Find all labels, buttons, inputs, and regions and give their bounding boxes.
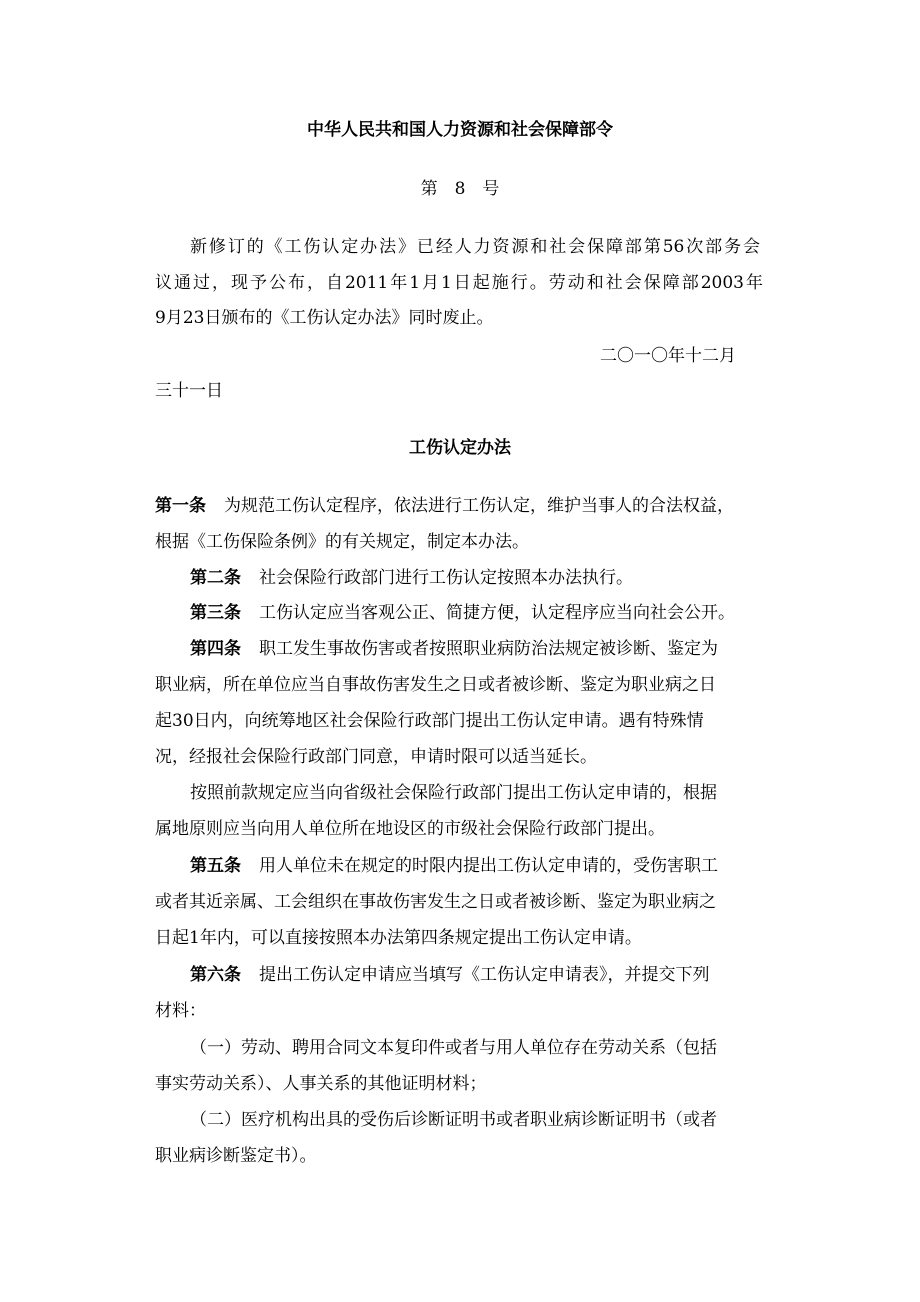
promulgation-line-1: 新修订的《工伤认定办法》已经人力资源和社会保障部第56次部务会 [190,237,760,257]
article-4-label: 第四条 [190,639,241,659]
article-4-paragraph-2-line-2: 属地原则应当向用人单位所在地设区的市级社会保险行政部门提出。 [155,819,665,839]
promulgation-line-3: 9月23日颁布的《工伤认定办法》同时废止。 [155,308,494,328]
promulgation-date-line-2: 三十一日 [155,381,223,401]
article-1-line-2: 根据《工伤保险条例》的有关规定，制定本办法。 [155,532,529,552]
article-2-text: 社会保险行政部门进行工伤认定按照本办法执行。 [259,568,633,588]
order-number: 第 8 号 [420,179,500,199]
article-1-text-1: 为规范工伤认定程序，依法进行工伤认定，维护当事人的合法权益， [224,496,734,516]
article-6-line-1 [190,964,710,986]
article-4-paragraph-2-line-1: 按照前款规定应当向省级社会保险行政部门提出工伤认定申请的，根据 [190,783,717,803]
promulgation-date-line-1: 二〇一〇年十二月 [600,346,736,366]
list-item-1-line-2: 事实劳动关系）、人事关系的其他证明材料； [155,1074,487,1094]
article-1-line-1 [155,495,734,517]
article-5-line-2: 或者其近亲属、工会组织在事故伤害发生之日或者被诊断、鉴定为职业病之 [155,892,716,912]
article-4-line-3: 起30日内，向统筹地区社会保险行政部门提出工伤认定申请。遇有特殊情 [155,711,704,731]
list-item-2-line-1: （二）医疗机构出具的受伤后诊断证明书或者职业病诊断证明书（或者 [190,1110,717,1130]
article-1-label: 第一条 [155,496,206,516]
regulation-title: 工伤认定办法 [409,438,511,458]
article-2-label: 第二条 [190,568,241,588]
list-item-1-line-1: （一）劳动、聘用合同文本复印件或者与用人单位存在劳动关系（包括 [190,1038,717,1058]
article-3-text: 工伤认定应当客观公正、简捷方便，认定程序应当向社会公开。 [259,603,735,623]
article-3-label: 第三条 [190,603,241,623]
article-4-line-2: 职业病，所在单位应当自事故伤害发生之日或者被诊断、鉴定为职业病之日 [155,675,716,695]
article-5-line-3: 日起1年内，可以直接按照本办法第四条规定提出工伤认定申请。 [155,928,642,948]
article-6-text-1: 提出工伤认定申请应当填写《工伤认定申请表》，并提交下列 [259,965,710,985]
article-4-text-1: 职工发生事故伤害或者按照职业病防治法规定被诊断、鉴定为 [259,639,718,659]
article-4-line-4: 况，经报社会保险行政部门同意，申请时限可以适当延长。 [155,747,597,767]
article-4-line-1 [190,638,718,660]
article-5-line-1 [190,855,718,877]
article-2 [190,567,633,589]
article-3 [190,602,735,624]
promulgation-line-2: 议通过，现予公布，自2011年1月1日起施行。劳动和社会保障部2003年 [155,273,763,293]
article-5-label: 第五条 [190,856,241,876]
ministry-order-title: 中华人民共和国人力资源和社会保障部令 [307,120,613,140]
article-6-label: 第六条 [190,965,241,985]
article-5-text-1: 用人单位未在规定的时限内提出工伤认定申请的，受伤害职工 [259,856,718,876]
article-6-line-2: 材料： [155,1001,206,1021]
list-item-2-line-2: 职业病诊断鉴定书）。 [155,1146,317,1166]
